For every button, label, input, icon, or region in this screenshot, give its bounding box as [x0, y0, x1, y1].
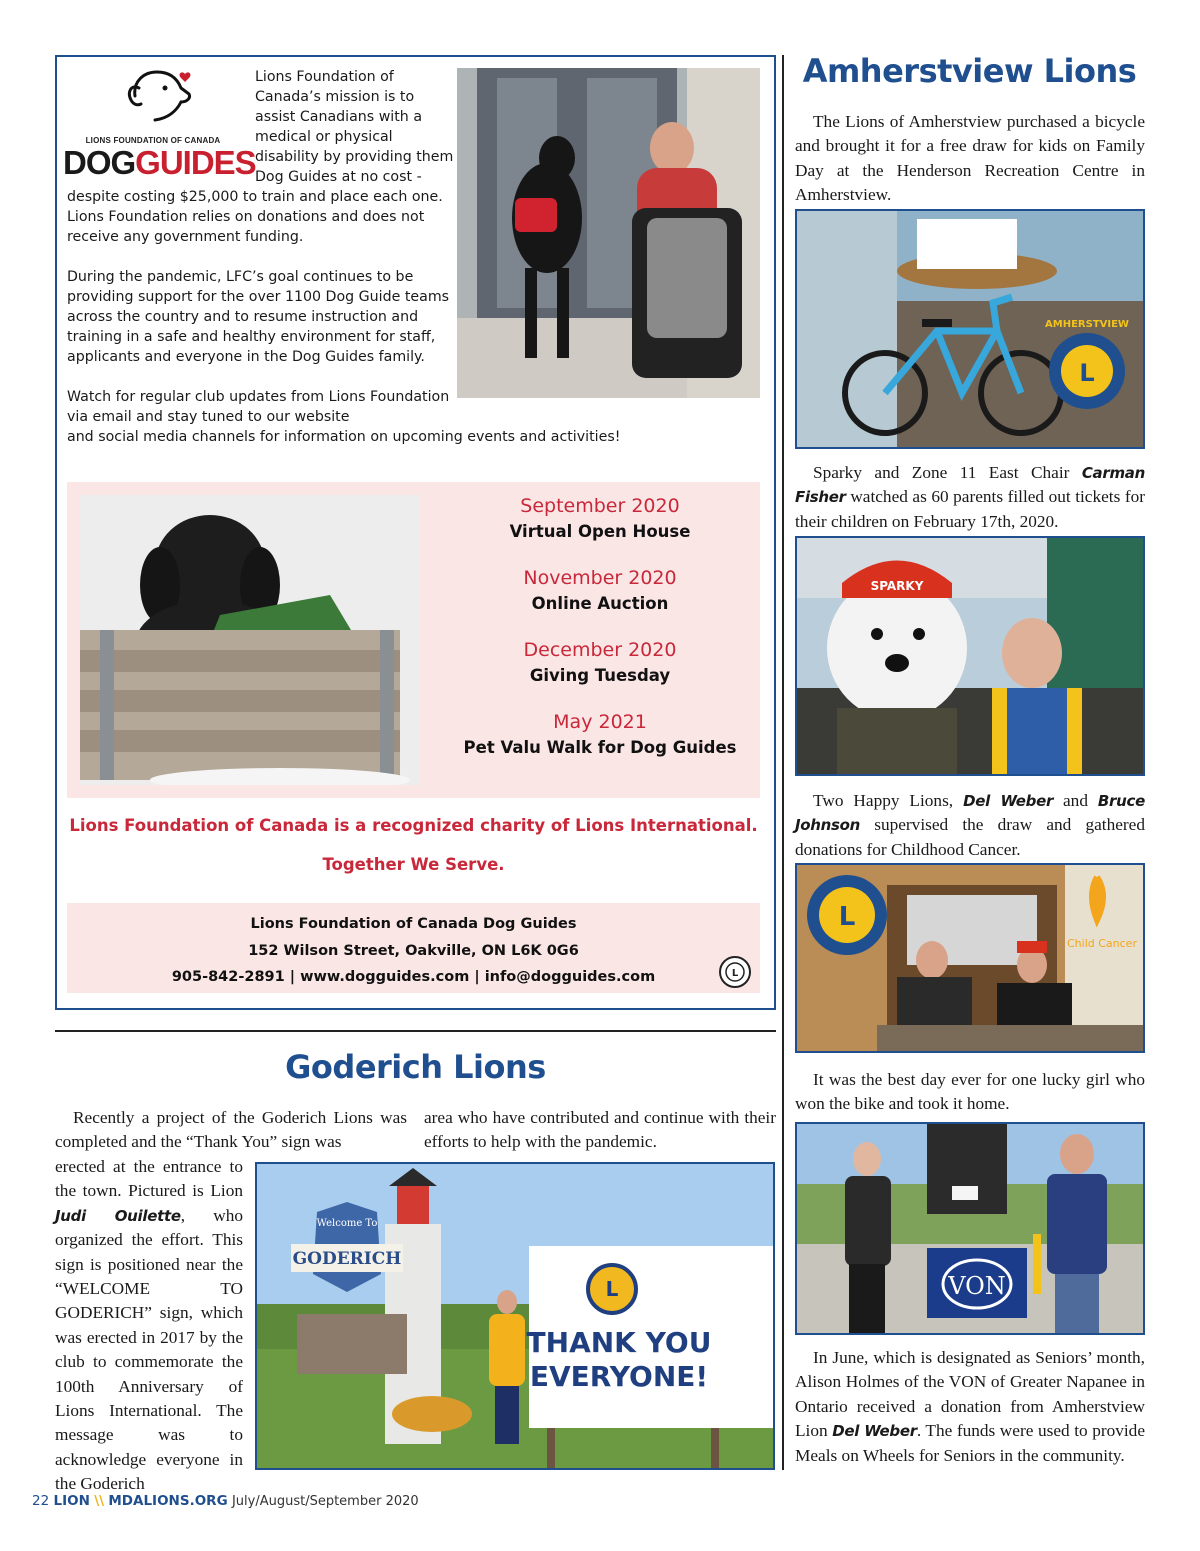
puppy-illustration — [80, 495, 420, 785]
svg-text:L: L — [605, 1277, 619, 1301]
goderich-paragraph-col2: area who have contributed and continue with their efforts to help with the pandemic. — [424, 1108, 776, 1152]
welcome-small-text: Welcome To — [316, 1218, 378, 1229]
event-item — [440, 492, 760, 544]
footer-lion: LION — [53, 1493, 90, 1509]
event-date: May 2021 — [553, 711, 647, 733]
amherstview-p3-text-a: Two Happy Lions, — [813, 791, 954, 810]
footer-site: MDALIONS.ORG — [108, 1493, 228, 1509]
child-cancer-text: Child Cancer — [1067, 937, 1137, 950]
logo-word-guides: GUIDES — [135, 144, 256, 181]
svg-text:L: L — [731, 968, 739, 979]
event-item — [440, 564, 760, 616]
mission-paragraph: Lions Foundation of Canada’s mission is to assist Canadians with a medical or physical disability by providing them Dog Guides at no cost - despite costing $25,000 to train and place each one. Lions Foundation relies on donations and does not receive any government funding. — [67, 69, 454, 245]
goderich-sign-text: GODERICH — [292, 1249, 402, 1269]
thank-you-text: THANK YOU — [526, 1326, 712, 1359]
amherstview-paragraph-1 — [795, 110, 1145, 208]
events-list — [440, 492, 760, 780]
event-name: Giving Tuesday — [529, 666, 671, 685]
goderich-text-a: erected at the entrance to the town. Pictured is Lion — [55, 1157, 243, 1201]
bicycle-illustration — [797, 211, 1143, 447]
amherstview-p3-text-b: supervised the draw and gathered donations for Childhood Cancer. — [795, 815, 1145, 859]
amherstview-name-del: Del Weber — [963, 792, 1054, 810]
goderich-text-b: , who organized the effort. This sign is positioned near the “WELCOME TO GODERICH” sign, which was erected in 2017 by the club to commemorate the 100th Anniversary of Lions International. The message was to acknowledge everyone in the Goderich — [55, 1205, 243, 1494]
dog-guides-text — [67, 67, 457, 427]
amherstview-p2-text-b: watched as 60 parents filled out tickets for their children on February 17th, 2020. — [795, 487, 1145, 531]
contact-name: Lions Foundation of Canada Dog Guides — [250, 916, 577, 932]
logo-word-dog: DOG — [63, 144, 136, 181]
contact-panel — [67, 903, 760, 993]
svg-text:L: L — [1079, 359, 1095, 387]
goderich-paragraph-narrow — [55, 1155, 243, 1497]
contact-phone-web-email: 905-842-2891 | www.dogguides.com | info@dogguides.com — [171, 969, 656, 985]
updates-paragraph-b: and social media channels for information on upcoming events and activities! — [67, 429, 621, 445]
goderich-name-judi: Judi Ouilette — [55, 1206, 181, 1225]
event-name: Virtual Open House — [509, 522, 691, 541]
amherstview-paragraph-3 — [795, 789, 1145, 862]
amherstview-name-carman: Carman Fisher — [795, 464, 1145, 507]
amherstview-heading: Amherstview Lions — [802, 52, 1137, 90]
page-number: 22 — [32, 1493, 50, 1509]
footer-issue-date: July/August/September 2020 — [231, 1494, 419, 1509]
column-divider-vertical — [782, 55, 784, 1470]
event-date: December 2020 — [523, 639, 677, 661]
event-name: Online Auction — [531, 594, 669, 613]
photo-sparky — [795, 536, 1145, 776]
amherstview-emblem-text: AMHERSTVIEW — [1045, 319, 1129, 330]
page-footer — [32, 1493, 419, 1509]
photo-dog-guide-at-door — [457, 68, 760, 398]
lions-emblem-icon — [718, 955, 752, 989]
amherstview-p1-text: The Lions of Amherstview purchased a bicycle and brought it for a free draw for kids on Family Day at the Henderson Recreation Centre in Amherstview. — [795, 112, 1145, 205]
amherstview-p4-text: It was the best day ever for one lucky girl who won the bike and took it home. — [795, 1070, 1145, 1114]
photo-bicycle-draw — [795, 209, 1145, 449]
footer-separator: \\ — [94, 1493, 105, 1509]
two-lions-illustration — [797, 865, 1143, 1051]
amherstview-p5-text-a: In June, which is designated as Seniors’ month, Alison Holmes of the VON of Greater Napanee in Ontario received a donation from Amherstview Lion — [795, 1348, 1145, 1441]
updates-paragraph-a: Watch for regular club updates from Lions Foundation via email and stay tuned to our website — [67, 389, 450, 425]
event-date: September 2020 — [520, 495, 680, 517]
event-item — [440, 708, 760, 760]
logo-caption: LIONS FOUNDATION OF CANADA — [85, 136, 221, 145]
photo-thank-you-sign — [255, 1162, 775, 1470]
event-name: Pet Valu Walk for Dog Guides — [463, 738, 737, 757]
photo-two-happy-lions — [795, 863, 1145, 1053]
photo-von-donation — [795, 1122, 1145, 1335]
dog-door-illustration — [457, 68, 760, 398]
amherstview-paragraph-4 — [795, 1068, 1145, 1117]
event-item — [440, 636, 760, 688]
amherstview-name-bruce: Bruce Johnson — [795, 792, 1145, 835]
together-we-serve: Together We Serve. — [322, 855, 505, 874]
amherstview-name-del-weber: Del Weber — [832, 1422, 917, 1441]
amherstview-p3-mid: and — [1063, 791, 1088, 810]
section-divider-horizontal — [55, 1030, 776, 1032]
goderich-heading: Goderich Lions — [285, 1048, 546, 1086]
thank-you-sign-illustration — [257, 1164, 773, 1468]
amherstview-paragraph-2 — [795, 461, 1145, 534]
von-donation-illustration — [797, 1124, 1143, 1333]
sparky-illustration — [797, 538, 1143, 774]
contact-address: 152 Wilson Street, Oakville, ON L6K 0G6 — [248, 942, 579, 959]
svg-text:L: L — [838, 902, 856, 932]
charity-statement: Lions Foundation of Canada is a recognized charity of Lions International. — [69, 816, 758, 835]
amherstview-p5-text-b: . The funds were used to provide Meals on Wheels for Seniors in the community. — [795, 1421, 1145, 1465]
photo-puppy-in-crate — [80, 495, 420, 785]
event-date: November 2020 — [523, 567, 677, 589]
sparky-hat-text: SPARKY — [870, 579, 924, 593]
amherstview-p2-text-a: Sparky and Zone 11 East Chair — [813, 463, 1070, 482]
pandemic-paragraph: During the pandemic, LFC’s goal continues to be providing support for the over 1100 Dog Guide teams across the country and to resume instruction and training in a safe and healthy environment for staff, applicants and everyone in the Dog Guides family. — [67, 269, 450, 365]
everyone-text: EVERYONE! — [529, 1360, 709, 1393]
logo-float-spacer — [67, 67, 255, 185]
von-logo-text: VON — [948, 1272, 1006, 1300]
amherstview-paragraph-5 — [795, 1346, 1145, 1468]
goderich-paragraph-col1: Recently a project of the Goderich Lions was completed and the “Thank You” sign was — [55, 1108, 407, 1152]
